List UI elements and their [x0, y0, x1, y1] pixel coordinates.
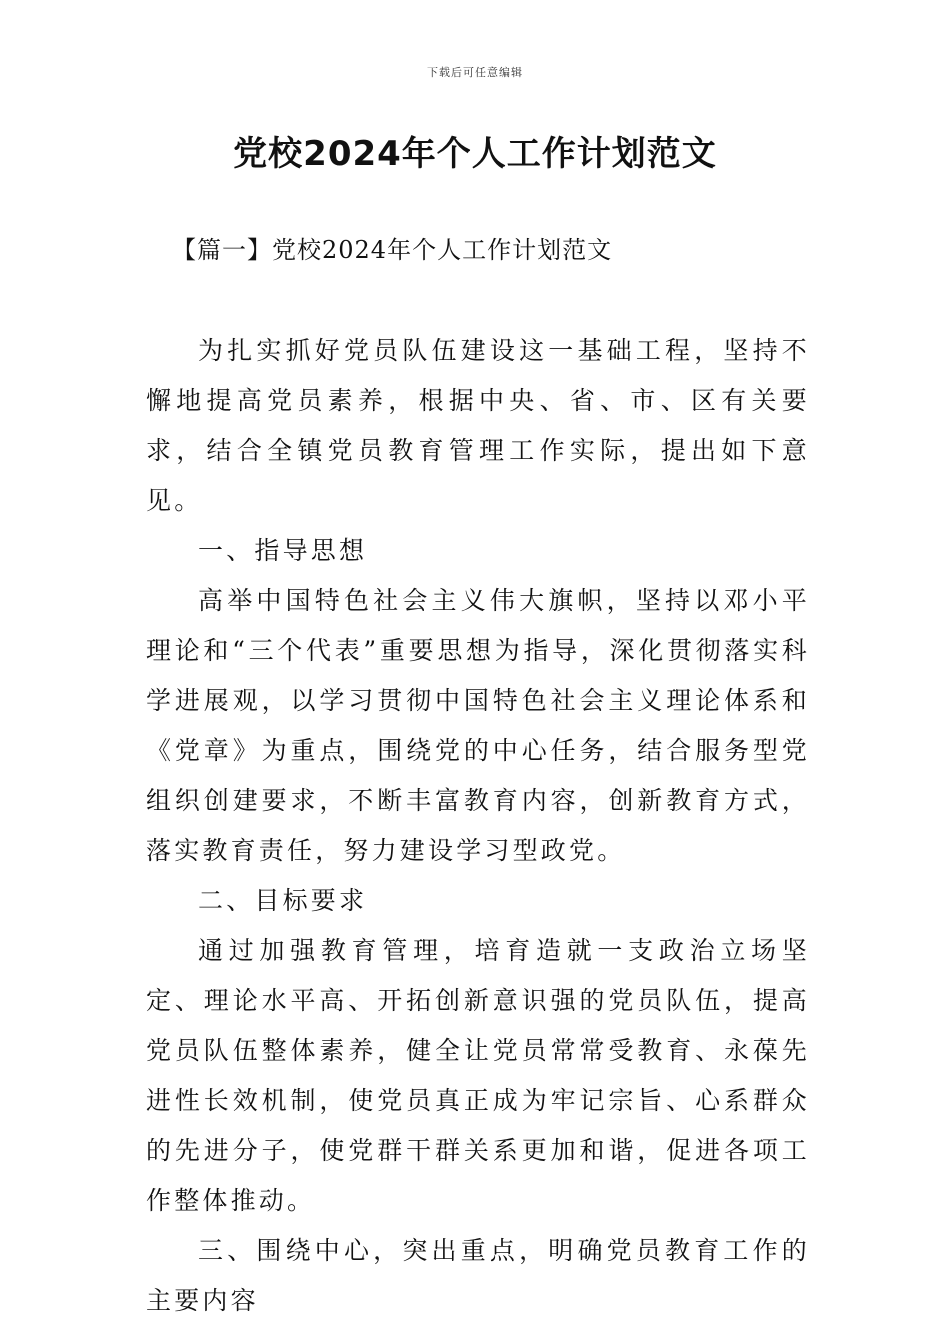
paragraph-guiding-thought: 高举中国特色社会主义伟大旗帜，坚持以邓小平理论和“三个代表”重要思想为指导，深化贯彻落实科学进展观，以学习贯彻中国特色社会主义理论体系和《党章》为重点，围绕党的中心任务，结合服务型党组织创建要求，不断丰富教育内容，创新教育方式，落实教育责任，努力建设学习型政党。 [146, 586, 810, 865]
page-header-note: 下载后可任意编辑 [427, 66, 523, 79]
heading-guiding-thought: 一、指导思想 [198, 536, 368, 565]
paragraph-goals: 通过加强教育管理，培育造就一支政治立场坚定、理论水平高、开拓创新意识强的党员队伍，提高党员队伍整体素养，健全让党员常常受教育、永葆先进性长效机制，使党员真正成为牢记宗旨、心系群众的先进分子，使党群干群关系更加和谐，促进各项工作整体推动。 [146, 936, 810, 1215]
document-body [146, 326, 810, 1326]
section-label: 【篇一】党校2024年个人工作计划范文 [172, 236, 613, 264]
heading-main-content: 三、围绕中心，突出重点，明确党员教育工作的主要内容 [146, 1236, 810, 1315]
document-title: 党校2024年个人工作计划范文 [233, 134, 717, 174]
heading-goals: 二、目标要求 [198, 886, 368, 915]
paragraph-intro: 为扎实抓好党员队伍建设这一基础工程，坚持不懈地提高党员素养，根据中央、省、市、区有关要求，结合全镇党员教育管理工作实际，提出如下意见。 [146, 336, 810, 515]
